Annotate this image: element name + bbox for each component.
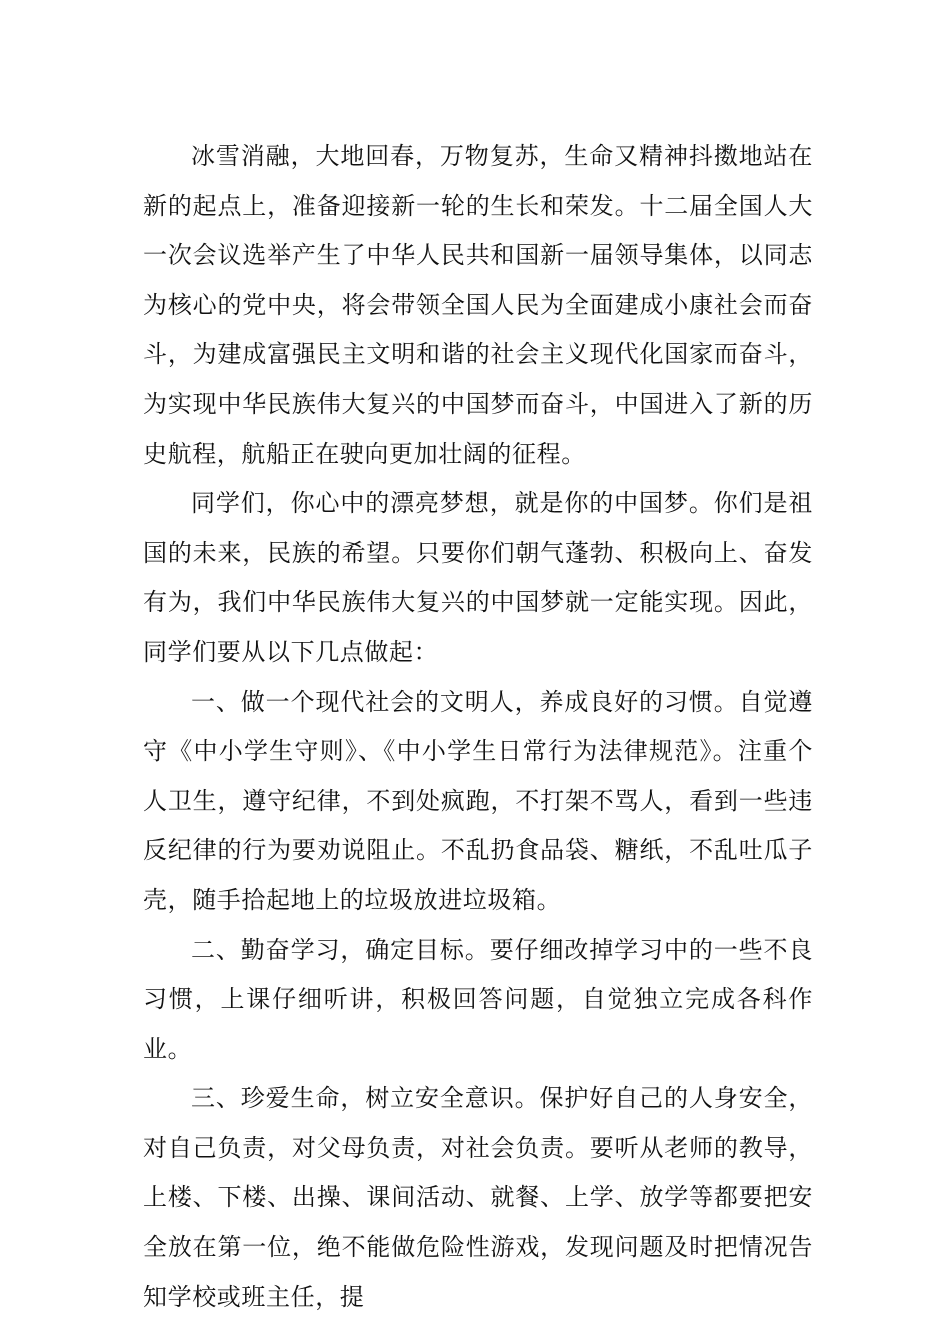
paragraph-point-two-study: 二、勤奋学习，确定目标。要仔细改掉学习中的一些不良习惯，上课仔细听讲，积极回答问题，自觉独立完成各科作业。 [143, 935, 813, 1063]
paragraph-students-dream: 同学们，你心中的漂亮梦想，就是你的中国梦。你们是祖国的未来，民族的希望。只要你们朝气蓬勃、积极向上、奋发有为，我们中华民族伟大复兴的中国梦就一定能实现。因此，同学们要从以下几点做起： [143, 489, 813, 666]
paragraph-point-three-safety: 三、珍爱生命，树立安全意识。保护好自己的人身安全，对自己负责，对父母负责，对社会负责。要听从老师的教导，上楼、下楼、出操、课间活动、就餐、上学、放学等都要把安全放在第一位，绝不能做危险性游戏，发现问题及时把情况告知学校或班主任，提 [143, 1084, 813, 1311]
paragraph-point-one-civilized: 一、做一个现代社会的文明人，养成良好的习惯。自觉遵守《中小学生守则》、《中小学生日常行为法律规范》。注重个人卫生，遵守纪律，不到处疯跑，不打架不骂人，看到一些违反纪律的行为要劝说阻止。不乱扔食品袋、糖纸，不乱吐瓜子壳，随手拾起地上的垃圾放进垃圾箱。 [143, 687, 813, 914]
document-body [143, 132, 813, 1322]
paragraph-spring-renewal: 冰雪消融，大地回春，万物复苏，生命又精神抖擞地站在新的起点上，准备迎接新一轮的生长和荣发。十二届全国人大一次会议选举产生了中华人民共和国新一届领导集体，以同志为核心的党中央，将会带领全国人民为全面建成小康社会而奋斗，为建成富强民主文明和谐的社会主义现代化国家而奋斗，为实现中华民族伟大复兴的中国梦而奋斗，中国进入了新的历史航程，航船正在驶向更加壮阔的征程。 [143, 142, 813, 468]
